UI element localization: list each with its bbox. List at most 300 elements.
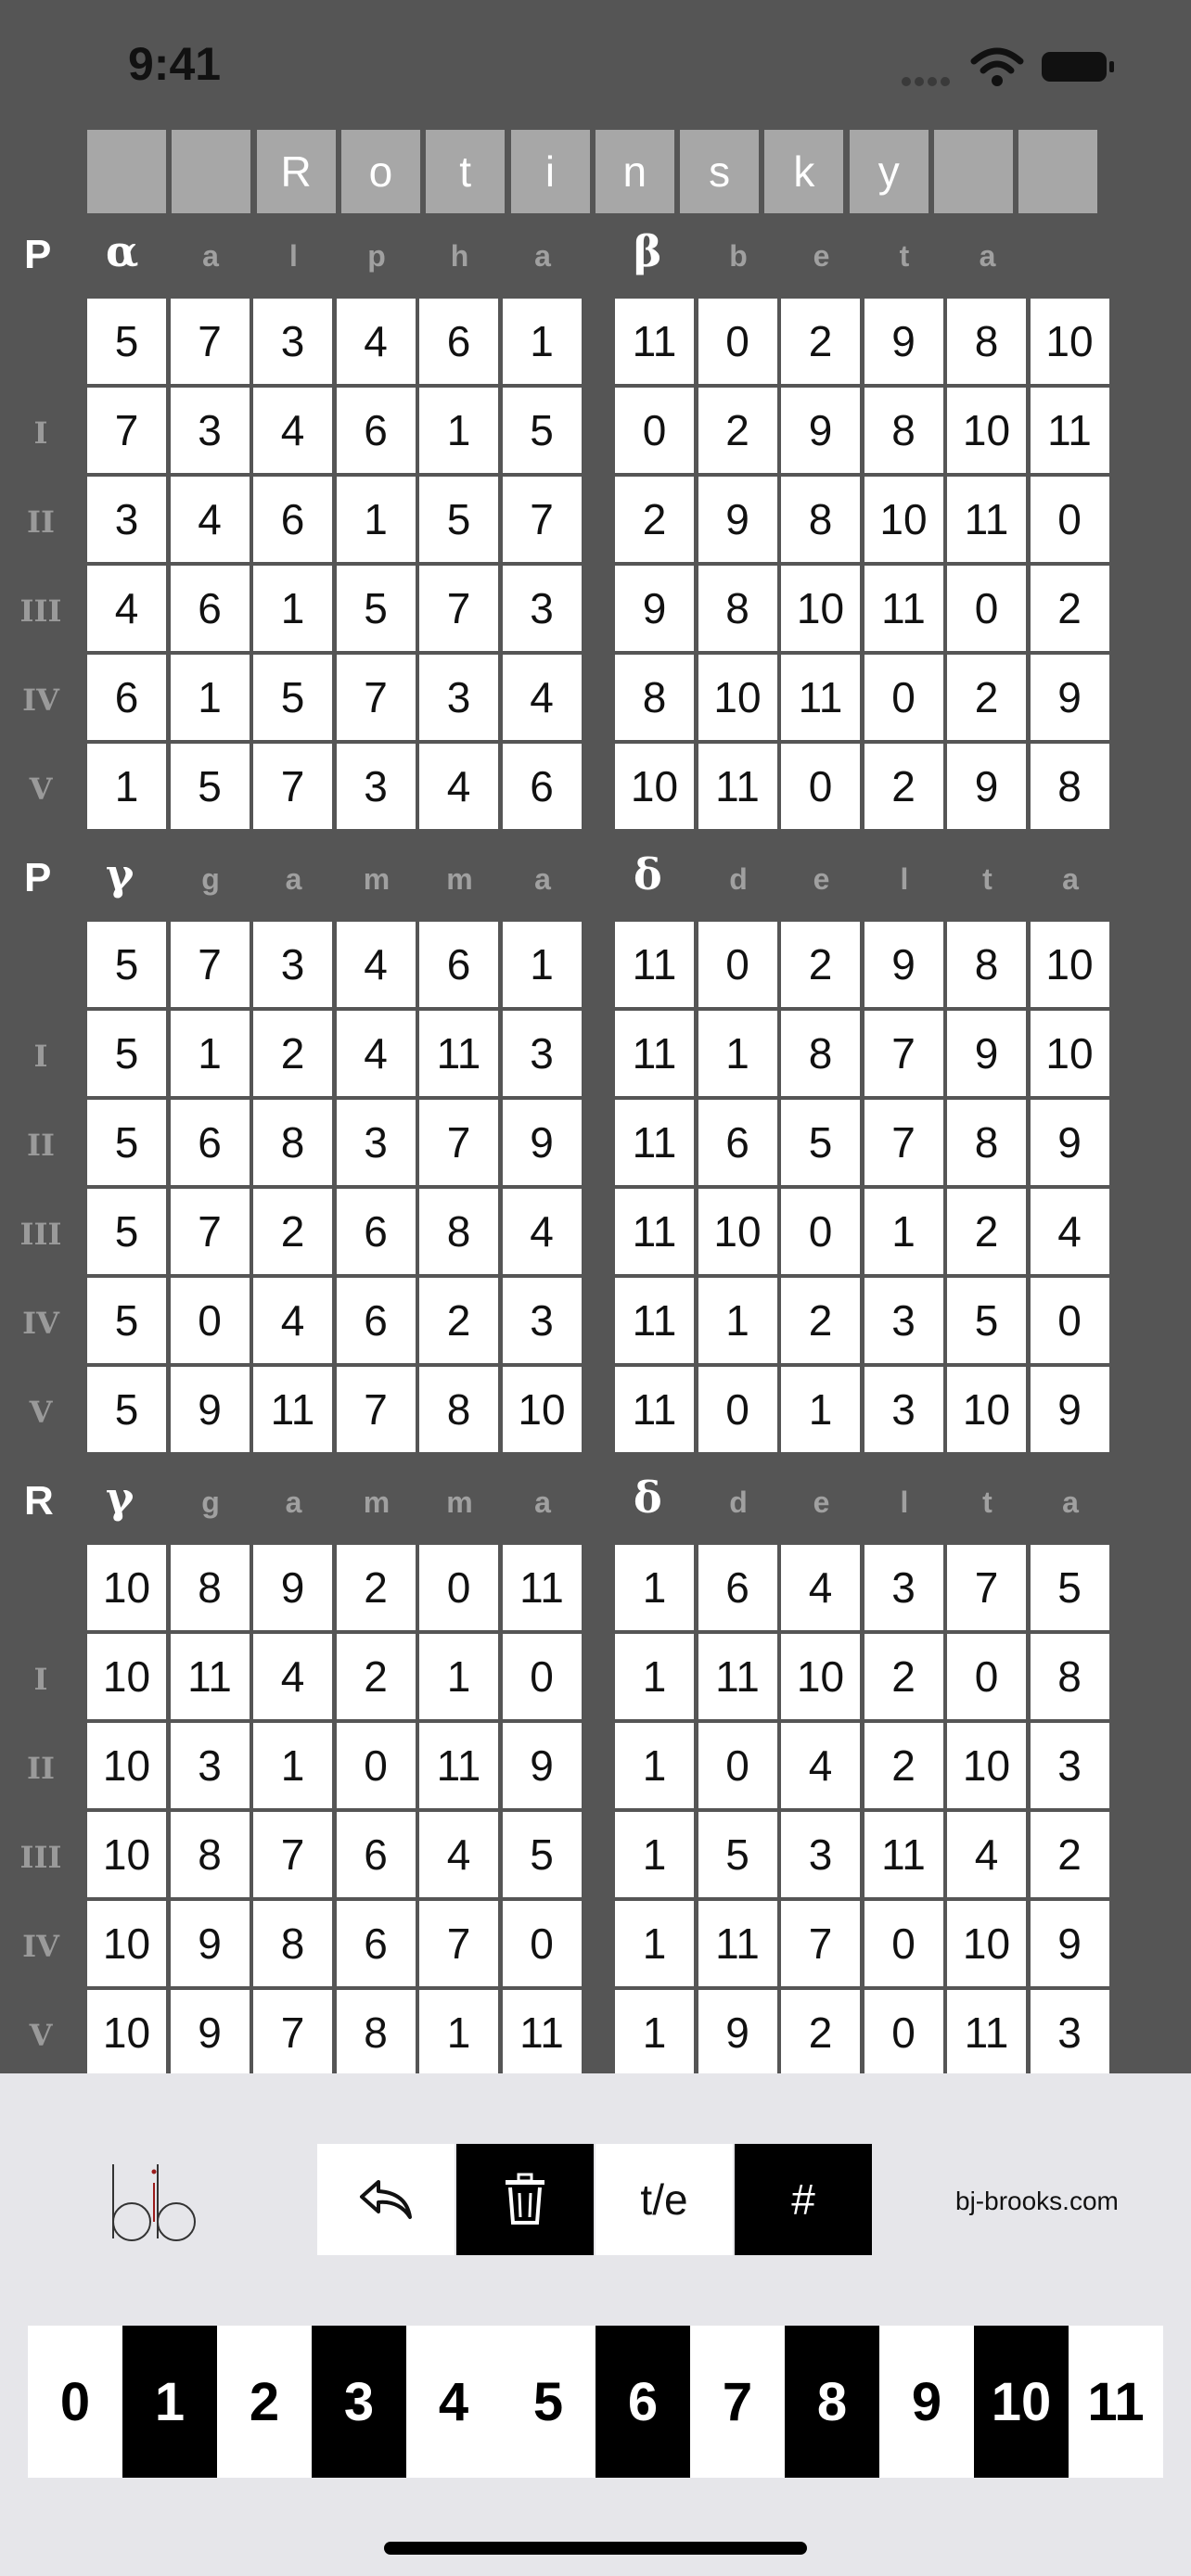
matrix-block	[0, 1469, 1191, 2079]
matrix-cell[interactable]: 0	[337, 1723, 416, 1808]
row-label: III	[19, 1217, 62, 1252]
matrix-cell[interactable]: 3	[337, 744, 416, 829]
word-letter: h	[450, 239, 469, 273]
matrix-cell[interactable]: 1	[781, 1367, 860, 1452]
matrix-cell[interactable]: 4	[503, 655, 582, 740]
word-letter: t	[899, 239, 910, 273]
matrix-cell[interactable]: 10	[947, 388, 1026, 473]
word-letter: g	[201, 1486, 220, 1519]
matrix-cell[interactable]: 10	[1031, 299, 1109, 384]
matrix-cell[interactable]: 10	[864, 477, 943, 562]
pitch-class-key[interactable]: 10	[974, 2326, 1069, 2478]
matrix-cell[interactable]: 10	[1031, 1011, 1109, 1096]
matrix-cell[interactable]: 10	[87, 1634, 166, 1719]
matrix-cell[interactable]: 3	[87, 477, 166, 562]
matrix-cell[interactable]: 5	[503, 388, 582, 473]
title-cell: t	[426, 130, 505, 213]
matrix-cell[interactable]: 7	[947, 1545, 1026, 1630]
greek-symbol: γ	[106, 849, 134, 899]
matrix-cell[interactable]: 5	[253, 655, 332, 740]
matrix-cell[interactable]: 0	[947, 1634, 1026, 1719]
matrix-cell[interactable]: 1	[615, 1723, 694, 1808]
matrix-cell[interactable]: 11	[419, 1723, 498, 1808]
matrix-cell[interactable]: 0	[1031, 1278, 1109, 1363]
matrix-cell[interactable]: 7	[503, 477, 582, 562]
matrix-cell[interactable]: 2	[337, 1545, 416, 1630]
matrix-cell[interactable]: 4	[419, 1812, 498, 1897]
matrix-cell[interactable]: 9	[698, 1990, 777, 2075]
matrix-cell[interactable]: 5	[87, 1278, 166, 1363]
word-letter: l	[900, 862, 909, 896]
matrix-cell[interactable]: 0	[864, 1901, 943, 1986]
pitch-class-key[interactable]: 5	[501, 2326, 596, 2478]
matrix-cell[interactable]: 4	[253, 1278, 332, 1363]
matrix-cell[interactable]: 2	[698, 388, 777, 473]
matrix-cell[interactable]: 8	[781, 1011, 860, 1096]
matrix-cell[interactable]: 2	[947, 655, 1026, 740]
matrix-cell[interactable]: 3	[253, 922, 332, 1007]
matrix-cell[interactable]: 6	[337, 1901, 416, 1986]
matrix-cell[interactable]: 8	[253, 1901, 332, 1986]
undo-button[interactable]	[317, 2144, 455, 2255]
matrix-cell[interactable]: 5	[87, 1189, 166, 1274]
matrix-cell[interactable]: 11	[947, 1990, 1026, 2075]
pitch-class-key[interactable]: 2	[217, 2326, 312, 2478]
bj-logo-icon	[102, 2157, 204, 2250]
row-label: IV	[22, 1306, 59, 1341]
matrix-cell[interactable]: 2	[781, 922, 860, 1007]
matrix-cell[interactable]: 11	[615, 1278, 694, 1363]
pitch-class-keyboard	[28, 2326, 1163, 2480]
delete-button[interactable]	[456, 2144, 594, 2255]
matrix-cell[interactable]: 3	[419, 655, 498, 740]
matrix-cell[interactable]: 3	[864, 1545, 943, 1630]
row-label: V	[29, 772, 53, 807]
matrix-cell[interactable]: 1	[419, 1990, 498, 2075]
greek-symbol: δ	[634, 1473, 662, 1523]
word-letter: e	[813, 862, 830, 896]
matrix-cell[interactable]: 11	[1031, 388, 1109, 473]
pitch-class-key[interactable]: 4	[406, 2326, 501, 2478]
matrix-cell[interactable]: 2	[1031, 1812, 1109, 1897]
matrix-cell[interactable]: 7	[171, 299, 250, 384]
matrix-cell[interactable]: 2	[781, 1278, 860, 1363]
matrix-cell[interactable]: 3	[171, 1723, 250, 1808]
matrix-cell[interactable]: 11	[947, 477, 1026, 562]
block-form-letter: P	[24, 855, 52, 900]
matrix-cell[interactable]: 4	[337, 299, 416, 384]
matrix-cell[interactable]: 5	[781, 1100, 860, 1185]
word-letter: a	[1062, 1486, 1079, 1519]
matrix-cell[interactable]: 4	[419, 744, 498, 829]
pitch-class-key[interactable]: 3	[312, 2326, 406, 2478]
wifi-icon	[970, 46, 1024, 87]
matrix-cell[interactable]: 8	[171, 1812, 250, 1897]
matrix-cell[interactable]: 8	[698, 566, 777, 651]
matrix-cell[interactable]: 5	[87, 922, 166, 1007]
matrix-cell[interactable]: 11	[615, 1189, 694, 1274]
matrix-cell[interactable]: 0	[171, 1278, 250, 1363]
matrix-cell[interactable]: 2	[1031, 566, 1109, 651]
matrix-cell[interactable]: 10	[698, 655, 777, 740]
matrix-cell[interactable]: 11	[171, 1634, 250, 1719]
matrix-cell[interactable]: 9	[698, 477, 777, 562]
word-letter: a	[534, 239, 551, 273]
matrix-cell[interactable]: 0	[698, 1367, 777, 1452]
matrix-cell[interactable]: 1	[503, 299, 582, 384]
row-label: III	[19, 593, 62, 629]
matrix-cell[interactable]: 1	[615, 1634, 694, 1719]
matrix-cell[interactable]: 11	[698, 1901, 777, 1986]
pitch-class-key[interactable]: 6	[596, 2326, 690, 2478]
matrix-cell[interactable]: 10	[947, 1901, 1026, 1986]
matrix-cell[interactable]: 2	[864, 1634, 943, 1719]
matrix-cell[interactable]: 6	[337, 1278, 416, 1363]
matrix-cell[interactable]: 8	[337, 1990, 416, 2075]
matrix-cell[interactable]: 7	[337, 655, 416, 740]
matrix-cell[interactable]: 6	[171, 566, 250, 651]
word-letter: g	[201, 862, 220, 896]
word-letter: m	[363, 862, 391, 896]
word-letter: t	[982, 862, 992, 896]
matrix-cell[interactable]: 7	[419, 1901, 498, 1986]
undo-arrow-icon	[358, 2176, 414, 2223]
matrix-cell[interactable]: 5	[87, 1367, 166, 1452]
row-label: V	[29, 1395, 53, 1430]
matrix-cell[interactable]: 10	[1031, 922, 1109, 1007]
matrix-cell[interactable]: 5	[1031, 1545, 1109, 1630]
matrix-cell[interactable]: 0	[503, 1634, 582, 1719]
matrix-cell[interactable]: 5	[87, 299, 166, 384]
te-button[interactable]: t/e	[596, 2144, 733, 2255]
matrix-cell[interactable]: 1	[503, 922, 582, 1007]
row-label: I	[33, 1662, 48, 1697]
matrix-cell[interactable]: 4	[171, 477, 250, 562]
matrix-cell[interactable]: 9	[1031, 1367, 1109, 1452]
matrix-cell[interactable]: 11	[615, 299, 694, 384]
matrix-cell[interactable]: 11	[253, 1367, 332, 1452]
word-letter: m	[446, 862, 473, 896]
tone-row-title	[87, 130, 1104, 215]
matrix-cell[interactable]: 9	[171, 1901, 250, 1986]
trash-icon	[502, 2173, 548, 2226]
matrix-cell[interactable]: 3	[503, 1011, 582, 1096]
matrix-cell[interactable]: 11	[615, 1011, 694, 1096]
matrix-cell[interactable]: 5	[337, 566, 416, 651]
matrix-cell[interactable]: 11	[615, 922, 694, 1007]
matrix-cell[interactable]: 10	[781, 1634, 860, 1719]
pitch-class-key[interactable]: 1	[122, 2326, 217, 2478]
pitch-class-key[interactable]: 8	[785, 2326, 879, 2478]
row-label: II	[27, 1751, 55, 1786]
word-letter: l	[900, 1486, 909, 1519]
title-cell: n	[596, 130, 674, 213]
matrix-cell[interactable]: 9	[1031, 655, 1109, 740]
matrix-cell[interactable]: 8	[253, 1100, 332, 1185]
pitch-class-key[interactable]: 9	[879, 2326, 974, 2478]
matrix-cell[interactable]: 10	[947, 1723, 1026, 1808]
matrix-cell[interactable]: 8	[615, 655, 694, 740]
matrix-cell[interactable]: 8	[947, 299, 1026, 384]
matrix-cell[interactable]: 2	[419, 1278, 498, 1363]
matrix-cell[interactable]: 5	[87, 1011, 166, 1096]
matrix-cell[interactable]: 5	[698, 1812, 777, 1897]
matrix-cell[interactable]: 0	[781, 1189, 860, 1274]
word-letter: d	[729, 1486, 748, 1519]
matrix-cell[interactable]: 7	[87, 388, 166, 473]
matrix-cell[interactable]: 0	[698, 1723, 777, 1808]
website-link[interactable]: bj-brooks.com	[955, 2187, 1119, 2215]
matrix-cell[interactable]: 8	[419, 1189, 498, 1274]
toolbar	[0, 2073, 1191, 2576]
matrix-cell[interactable]: 10	[87, 1812, 166, 1897]
matrix-cell[interactable]: 8	[1031, 744, 1109, 829]
matrix-cell[interactable]: 3	[864, 1367, 943, 1452]
word-letter: a	[285, 1486, 302, 1519]
matrix-block	[0, 846, 1191, 1456]
matrix-cell[interactable]: 8	[171, 1545, 250, 1630]
matrix-cell[interactable]: 7	[419, 566, 498, 651]
matrix-cell[interactable]: 6	[171, 1100, 250, 1185]
matrix-cell[interactable]: 5	[87, 1100, 166, 1185]
pitch-class-key[interactable]: 7	[690, 2326, 785, 2478]
pitch-class-key[interactable]: 11	[1069, 2326, 1163, 2478]
matrix-cell[interactable]: 1	[615, 1901, 694, 1986]
greek-symbol: γ	[106, 1473, 134, 1523]
matrix-cell[interactable]: 10	[87, 1901, 166, 1986]
matrix-cell[interactable]: 10	[87, 1723, 166, 1808]
matrix-cell[interactable]: 9	[503, 1100, 582, 1185]
matrix-cell[interactable]: 7	[419, 1100, 498, 1185]
matrix-cell[interactable]: 11	[615, 1100, 694, 1185]
matrix-cell[interactable]: 2	[615, 477, 694, 562]
matrix-cell[interactable]: 1	[419, 388, 498, 473]
matrix-cell[interactable]: 10	[781, 566, 860, 651]
matrix-cell[interactable]: 5	[419, 477, 498, 562]
matrix-cell[interactable]: 4	[781, 1545, 860, 1630]
matrix-cell[interactable]: 4	[87, 566, 166, 651]
matrix-cell[interactable]: 9	[615, 566, 694, 651]
matrix-cell[interactable]: 6	[337, 1189, 416, 1274]
word-letter: m	[363, 1486, 391, 1519]
matrix-cell[interactable]: 11	[503, 1545, 582, 1630]
matrix-cell[interactable]: 0	[864, 655, 943, 740]
matrix-cell[interactable]: 11	[698, 744, 777, 829]
matrix-cell[interactable]: 11	[864, 1812, 943, 1897]
matrix-cell[interactable]: 6	[698, 1545, 777, 1630]
matrix-cell[interactable]: 1	[171, 1011, 250, 1096]
matrix-cell[interactable]: 10	[615, 744, 694, 829]
matrix-cell[interactable]: 3	[171, 388, 250, 473]
matrix-cell[interactable]: 5	[171, 744, 250, 829]
matrix-cell[interactable]: 2	[253, 1189, 332, 1274]
matrix-cell[interactable]: 9	[503, 1723, 582, 1808]
hash-button[interactable]: #	[735, 2144, 872, 2255]
matrix-cell[interactable]: 0	[615, 388, 694, 473]
greek-symbol: β	[634, 226, 662, 276]
matrix-cell[interactable]: 2	[947, 1189, 1026, 1274]
matrix-cell[interactable]: 4	[337, 1011, 416, 1096]
matrix-cell[interactable]: 9	[947, 744, 1026, 829]
title-cell: s	[680, 130, 759, 213]
matrix-cell[interactable]: 0	[698, 922, 777, 1007]
matrix-cell[interactable]: 4	[781, 1723, 860, 1808]
row-label: I	[33, 1039, 48, 1074]
matrix-cell[interactable]: 9	[781, 388, 860, 473]
matrix-cell[interactable]: 1	[253, 566, 332, 651]
matrix-cell[interactable]: 0	[419, 1545, 498, 1630]
title-cell: y	[850, 130, 928, 213]
matrix-cell[interactable]: 1	[171, 655, 250, 740]
matrix-cell[interactable]: 10	[947, 1367, 1026, 1452]
matrix-cell[interactable]: 3	[503, 566, 582, 651]
word-letter: p	[367, 239, 386, 273]
matrix-cell[interactable]: 9	[1031, 1100, 1109, 1185]
matrix-cell[interactable]: 1	[253, 1723, 332, 1808]
title-cell	[87, 130, 166, 213]
matrix-cell[interactable]: 5	[947, 1278, 1026, 1363]
pitch-class-key[interactable]: 0	[28, 2326, 122, 2478]
signal-icon	[902, 74, 954, 83]
word-letter: e	[813, 239, 830, 273]
title-cell	[1018, 130, 1097, 213]
status-time: 9:41	[128, 38, 222, 90]
matrix-cell[interactable]: 6	[419, 922, 498, 1007]
matrix-cell[interactable]: 11	[503, 1990, 582, 2075]
matrix-cell[interactable]: 10	[503, 1367, 582, 1452]
matrix-cell[interactable]: 7	[253, 1812, 332, 1897]
matrix-cell[interactable]: 1	[864, 1189, 943, 1274]
matrix-cell[interactable]: 6	[87, 655, 166, 740]
battery-icon	[1041, 50, 1115, 83]
matrix-cell[interactable]: 11	[864, 566, 943, 651]
matrix-cell[interactable]: 9	[171, 1367, 250, 1452]
matrix-cell[interactable]: 2	[781, 1990, 860, 2075]
matrix-cell[interactable]: 7	[337, 1367, 416, 1452]
matrix-cell[interactable]: 3	[1031, 1990, 1109, 2075]
title-cell	[934, 130, 1013, 213]
word-letter: b	[729, 239, 748, 273]
matrix-cell[interactable]: 4	[253, 1634, 332, 1719]
matrix-cell[interactable]: 7	[171, 1189, 250, 1274]
matrix-cell[interactable]: 2	[781, 299, 860, 384]
matrix-cell[interactable]: 10	[87, 1990, 166, 2075]
matrix-cell[interactable]: 9	[171, 1990, 250, 2075]
word-letter: e	[813, 1486, 830, 1519]
matrix-cell[interactable]: 4	[503, 1189, 582, 1274]
matrix-cell[interactable]: 9	[864, 922, 943, 1007]
matrix-cell[interactable]: 7	[864, 1100, 943, 1185]
matrix-cell[interactable]: 4	[1031, 1189, 1109, 1274]
home-indicator[interactable]	[384, 2542, 807, 2555]
matrix-cell[interactable]: 9	[864, 299, 943, 384]
word-letter: a	[1062, 862, 1079, 896]
matrix-cell[interactable]: 4	[253, 388, 332, 473]
matrix-cell[interactable]: 1	[698, 1011, 777, 1096]
matrix-cell[interactable]: 1	[87, 744, 166, 829]
matrix-cell[interactable]: 11	[698, 1634, 777, 1719]
matrix-cell[interactable]: 1	[337, 477, 416, 562]
title-cell: i	[511, 130, 590, 213]
matrix-cell[interactable]: 7	[253, 744, 332, 829]
matrix-cell[interactable]: 8	[947, 922, 1026, 1007]
matrix-cell[interactable]: 0	[947, 566, 1026, 651]
matrix-cell[interactable]: 4	[947, 1812, 1026, 1897]
matrix-cell[interactable]: 1	[419, 1634, 498, 1719]
matrix-cell[interactable]: 3	[781, 1812, 860, 1897]
matrix-cell[interactable]: 8	[1031, 1634, 1109, 1719]
title-cell: k	[764, 130, 843, 213]
word-letter: a	[534, 862, 551, 896]
matrix-cell[interactable]: 2	[864, 744, 943, 829]
row-label: V	[29, 2018, 53, 2053]
title-cell	[172, 130, 250, 213]
word-letter: a	[202, 239, 219, 273]
matrix-cell[interactable]: 0	[864, 1990, 943, 2075]
matrix-cell[interactable]: 2	[864, 1723, 943, 1808]
word-letter: d	[729, 862, 748, 896]
matrix-cell[interactable]: 6	[419, 299, 498, 384]
matrix-cell[interactable]: 11	[781, 655, 860, 740]
matrix-cell[interactable]: 3	[337, 1100, 416, 1185]
greek-symbol: α	[106, 226, 139, 276]
matrix-cell[interactable]: 8	[947, 1100, 1026, 1185]
matrix-cell[interactable]: 1	[698, 1278, 777, 1363]
matrix-cell[interactable]: 3	[253, 299, 332, 384]
matrix-cell[interactable]: 2	[337, 1634, 416, 1719]
word-letter: m	[446, 1486, 473, 1519]
matrix-cell[interactable]: 10	[87, 1545, 166, 1630]
matrix-cell[interactable]: 9	[1031, 1901, 1109, 1986]
matrix-cell[interactable]: 11	[615, 1367, 694, 1452]
matrix-cell[interactable]: 0	[698, 299, 777, 384]
matrix-cell[interactable]: 0	[1031, 477, 1109, 562]
matrix-cell[interactable]: 9	[947, 1011, 1026, 1096]
row-label: IV	[22, 682, 59, 718]
matrix-cell[interactable]: 6	[253, 477, 332, 562]
word-letter: a	[979, 239, 996, 273]
matrix-cell[interactable]: 3	[1031, 1723, 1109, 1808]
matrix-cell[interactable]: 1	[615, 1990, 694, 2075]
matrix-cell[interactable]: 9	[253, 1545, 332, 1630]
matrix-cell[interactable]: 1	[615, 1812, 694, 1897]
matrix-cell[interactable]: 7	[171, 922, 250, 1007]
matrix-cell[interactable]: 6	[337, 388, 416, 473]
matrix-cell[interactable]: 3	[864, 1278, 943, 1363]
matrix-cell[interactable]: 11	[419, 1011, 498, 1096]
title-cell: o	[341, 130, 420, 213]
matrix-cell[interactable]: 6	[698, 1100, 777, 1185]
matrix-cell[interactable]: 0	[503, 1901, 582, 1986]
matrix-cell[interactable]: 5	[503, 1812, 582, 1897]
matrix-cell[interactable]: 7	[864, 1011, 943, 1096]
matrix-cell[interactable]: 3	[503, 1278, 582, 1363]
matrix-cell[interactable]: 8	[419, 1367, 498, 1452]
word-letter: t	[982, 1486, 992, 1519]
matrix-cell[interactable]: 0	[781, 744, 860, 829]
matrix-cell[interactable]: 7	[253, 1990, 332, 2075]
matrix-cell[interactable]: 1	[615, 1545, 694, 1630]
matrix-cell[interactable]: 2	[253, 1011, 332, 1096]
matrix-cell[interactable]: 7	[781, 1901, 860, 1986]
matrix-cell[interactable]: 10	[698, 1189, 777, 1274]
matrix-cell[interactable]: 8	[781, 477, 860, 562]
matrix-cell[interactable]: 6	[503, 744, 582, 829]
matrix-cell[interactable]: 4	[337, 922, 416, 1007]
matrix-cell[interactable]: 6	[337, 1812, 416, 1897]
matrix-cell[interactable]: 8	[864, 388, 943, 473]
status-bar	[0, 0, 1191, 130]
